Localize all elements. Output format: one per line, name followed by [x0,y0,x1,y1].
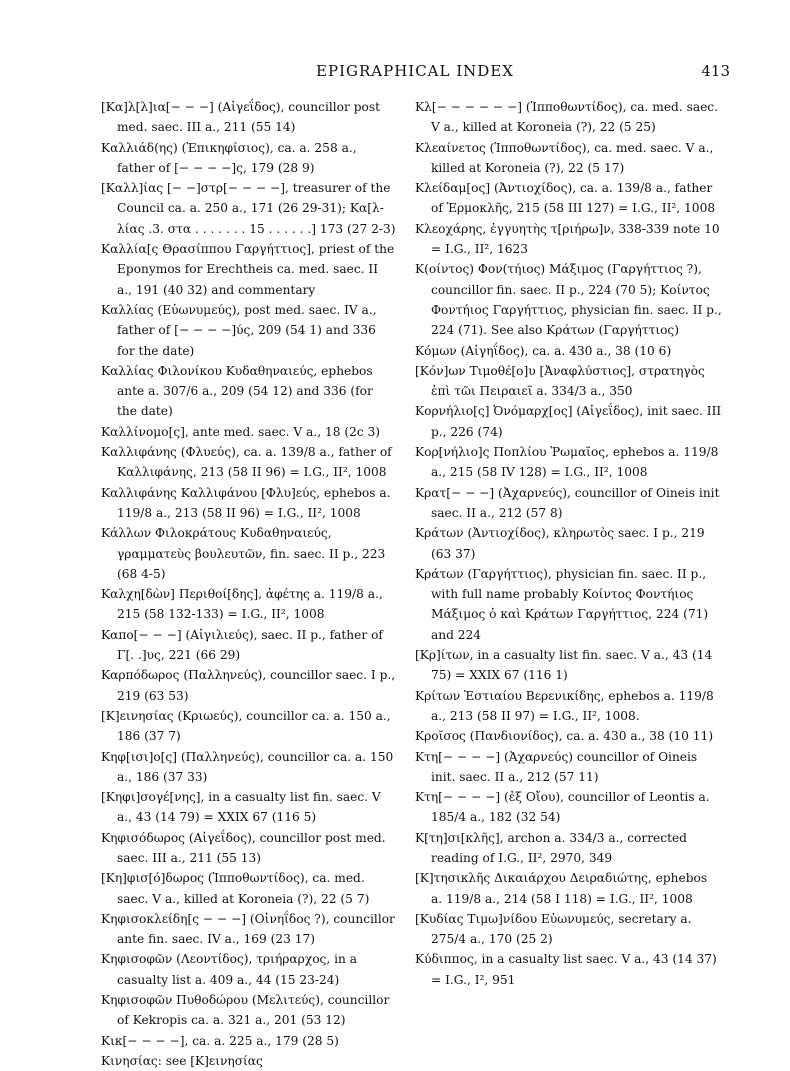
index-entry: Καλλίας (Εὐωνυμεύς), post med. saec. IV a., father of [− − − −]ύς, 209 (54 1) and 336 for the date) [101,302,377,358]
index-entry: Κινησίας: see [Κ]εινησίας [101,1053,263,1068]
index-entry: Καλχη[δὼν] Περιθοί[δης], ἀφέτης a. 119/8 a., 215 (58 132-133) = I.G., II², 1008 [101,587,383,622]
index-entry: [Κ]εινησίας (Κριωεύς), councillor ca. a. 150 a., 186 (37 7) [101,708,391,744]
index-entry: Καρπόδωρος (Παλληνεύς), councillor saec. I p., 219 (63 53) [101,668,396,703]
index-entry: Κροῖσος (Πανδιονίδος), ca. a. 430 a., 38 (10 11) [415,729,714,744]
index-entry: Καλλίας Φιλονίκου Κυδαθηναιεύς, ephebos ante a. 307/6 a., 209 (54 12) and 336 (for the date) [101,363,373,419]
index-entry: Κηφ[ισι]ο[ς] (Παλληνεύς), councillor ca. a. 150 a., 186 (37 33) [101,749,394,784]
index-entry: [Κηφι]σογέ[νης], in a casualty list fin. saec. V a., 43 (14 79) = XXIX 67 (116 5) [101,790,381,825]
index-entry: Κτη[− − − −] (Ἀχαρνεύς) councillor of Oineis init. saec. II a., 212 (57 11) [415,749,698,784]
page-number: 413 [701,62,730,80]
index-entry: [Κη]φισ[ό]δωρος (Ἱπποθωντίδος), ca. med. saec. V a., killed at Koroneia (?), 22 (5 7) [101,871,370,906]
index-entry: Κάλλων Φιλοκράτους Κυδαθηναιεύς, γραμματεὺς βουλευτῶν, fin. saec. II p., 223 (68 4-5) [101,526,386,581]
index-entry: Κ[τη]σι[κλῆς], archon a. 334/3 a., corrected reading of I.G., II², 2970, 349 [415,830,687,865]
index-column-left [101,97,396,1071]
index-entry: Κράτων (Γαργήττιος), physician fin. saec. II p., with full name probably Κοίντος Φοντήιος Μάξιμος ὁ καὶ Κράτων Γαργήττιος, 224 (71) and 224 [415,566,709,642]
index-entry: [Κυδίας Τιμω]νίδου Εὐωνυμεύς, secretary a. 275/4 a., 170 (25 2) [415,911,692,947]
index-entry: [Κρ]ίτων, in a casualty list fin. saec. V a., 43 (14 75) = XXIX 67 (116 1) [415,648,713,683]
index-entry: Καλλιφάνης Καλλιφάνου [Φλυ]εύς, ephebos a. 119/8 a., 213 (58 II 96) = I.G., II², 1008 [101,485,391,520]
index-entry: [Κα]λ[λ]ια[− − −] (Αἰγεΐδος), councillor post med. saec. III a., 211 (55 14) [101,100,381,135]
index-entry: [Κ]τησικλῆς Δικαιάρχου Δειραδιώτης, ephebos a. 119/8 a., 214 (58 I 118) = I.G., II², 1008 [415,871,708,906]
index-entry: Κύδιππος, in a casualty list saec. V a., 43 (14 37) = I.G., I², 951 [415,952,717,987]
index-entry: Καλλία[ς Θρασίππου Γαργήττιος], priest of the Eponymos for Erechtheis ca. med. saec. II a., 191 (40 32) and commentary [101,242,395,297]
index-entry: Κηφισοφῶν Πυθοδώρου (Μελιτεύς), councillor of Kekropis ca. a. 321 a., 201 (53 12) [101,993,390,1028]
index-entry: Κτη[− − − −] (ἐξ Οἴου), councillor of Leontis a. 185/4 a., 182 (32 54) [415,790,710,825]
index-entry: Κηφισοκλείδη[ς − − −] (Οἰνηΐδος ?), councillor ante fin. saec. IV a., 169 (23 17) [101,911,395,947]
index-entry: Κορνήλιο[ς] Ὀνόμαρχ[ος] (Αἰγεΐδος), init saec. III p., 226 (74) [415,404,722,439]
index-entry: Κόμων (Αἰγηΐδος), ca. a. 430 a., 38 (10 6) [415,343,672,358]
running-head [100,62,730,84]
index-entry: Κλ[− − − − − −] (Ἱπποθωντίδος), ca. med. saec. V a., killed at Koroneia (?), 22 (5 25) [415,100,719,135]
index-entry: Κλείδαμ[ος] (Ἀντιοχίδος), ca. a. 139/8 a., father of Ἑρμοκλῆς, 215 (58 III 127) = I.G., II², 1008 [415,181,716,216]
index-entry: Κλεοχάρης, ἐγγυητὴς τ[ριήρω]ν, 338-339 note 10 = I.G., II², 1623 [415,221,720,257]
index-entry: Κικ[− − − −], ca. a. 225 a., 179 (28 5) [101,1033,339,1048]
index-column-right [415,97,722,990]
page-title: EPIGRAPHICAL INDEX [316,62,514,80]
index-entry: [Κόν]ων Τιμοθέ[ο]υ [Ἀναφλύστιος], στρατηγὸς ἐπὶ τῶι Πειραιεῖ a. 334/3 a., 350 [415,363,705,399]
index-entry: Κορ[νήλιο]ς Ποπλίου Ῥωμαῖος, ephebos a. 119/8 a., 215 (58 IV 128) = I.G., II², 1008 [415,445,719,480]
index-entry: Κηφισόδωρος (Αἰγεΐδος), councillor post med. saec. III a., 211 (55 13) [101,830,386,865]
index-entry: Καλλιφάνης (Φλυεύς), ca. a. 139/8 a., father of Καλλιφάνης, 213 (58 II 96) = I.G., II², 1008 [101,445,392,480]
index-entry: Καλλιάδ(ης) (Ἐπικηφίσιος), ca. a. 258 a., father of [− − − −]ς, 179 (28 9) [101,140,357,175]
index-entry: Κλεαίνετος (Ἱπποθωντίδος), ca. med. saec. V a., killed at Koroneia (?), 22 (5 17) [415,140,714,175]
index-entry: Κράτων (Ἀντιοχίδος), κληρωτὸς saec. I p., 219 (63 37) [415,526,705,561]
index-entry: Κηφισοφῶν (Λεοντίδος), τριήραρχος, in a casualty list a. 409 a., 44 (15 23-24) [101,952,358,987]
index-entry: Καπο[− − −] (Αἰγιλιεύς), saec. II p., father of Γ[. .]υς, 221 (66 29) [101,627,383,663]
index-entry: [Καλλ]ίας [− −]στρ[− − − −], treasurer of the Council ca. a. 250 a., 171 (26 29-31); Κα[λ-λίας .3. στα . . . . . . . 15 . . . . . .] 173 (27 2-3) [101,181,396,236]
index-entry: Κρατ[− − −] (Ἀχαρνεύς), councillor of Oineis init saec. II a., 212 (57 8) [415,485,720,520]
index-entry: Κ(οίντος) Φον(τήιος) Μάξιμος (Γαργήττιος ?), councillor fin. saec. II p., 224 (70 5); Κοίντος Φοντήιος Γαργήττιος, physician fin. saec. II p., 224 (71). See also Κράτων (Γαργήττιος) [415,262,722,338]
index-entry: Καλλίνομο[ς], ante med. saec. V a., 18 (2c 3) [101,424,381,439]
index-entry: Κρίτων Ἑστιαίου Βερενικίδης, ephebos a. 119/8 a., 213 (58 II 97) = I.G., II², 1008. [415,688,714,723]
